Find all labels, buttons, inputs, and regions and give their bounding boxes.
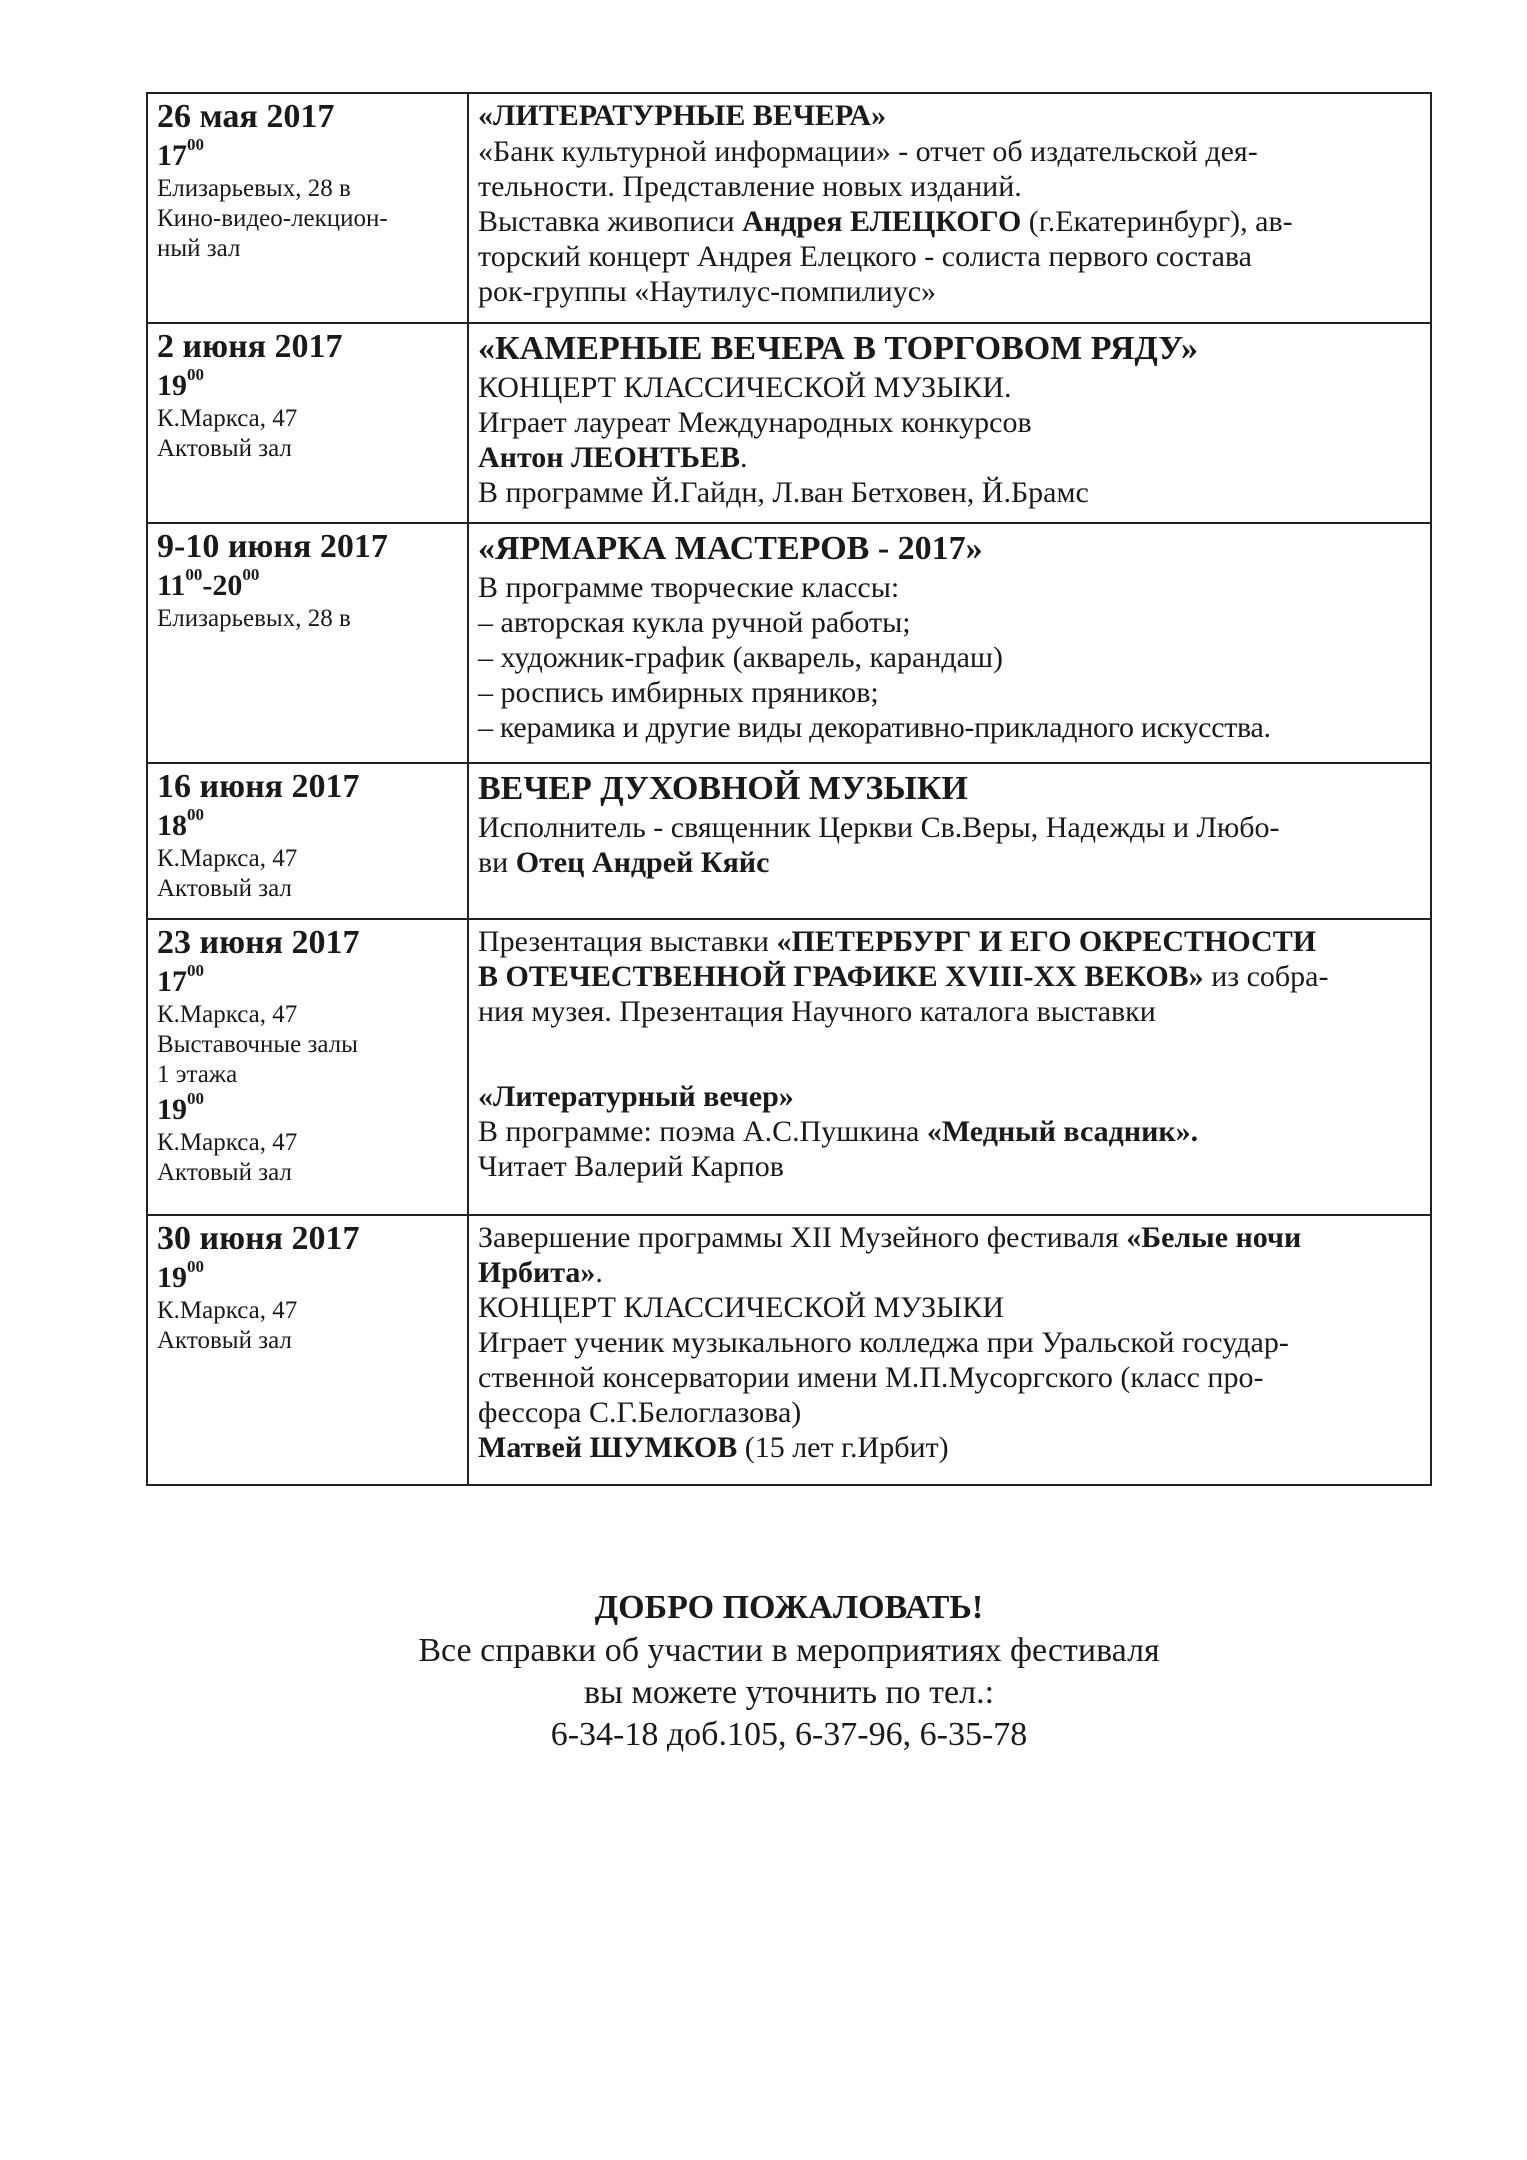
event-time: $19^{00}$ — [157, 1089, 204, 1126]
event-text: Презентация выставки «ПЕТЕРБУРГ И ЕГО ОКРЕСТНОСТИ — [478, 925, 1317, 958]
event-when-cell — [147, 323, 468, 523]
event-text: «Банк культурной информации» - отчет об издательской дея- — [478, 135, 1258, 168]
footer-text: вы можете уточнить по тел.: — [583, 1674, 995, 1711]
artist-name: Андрея ЕЛЕЦКОГО — [742, 205, 1022, 238]
event-text: В ОТЕЧЕСТВЕННОЙ ГРАФИКЕ XVIII-XX ВЕКОВ» из собра- — [478, 960, 1329, 993]
event-place: Кино-видео-лекцион- — [157, 205, 388, 232]
work-title: «Медный всадник». — [926, 1115, 1199, 1148]
event-date: 23 июня 2017 — [157, 924, 360, 961]
event-row — [147, 93, 1431, 323]
event-subtitle: КОНЦЕРТ КЛАССИЧЕСКОЙ МУЗЫКИ — [478, 1291, 1004, 1324]
event-text: Завершение программы XII Музейного фестиваля «Белые ночи — [478, 1221, 1302, 1254]
event-place: Актовый зал — [157, 1159, 292, 1186]
list-item: – художник-график (акварель, карандаш) — [478, 641, 1003, 674]
event-description-cell — [468, 323, 1431, 523]
event-time: $19^{00}$ — [157, 1257, 204, 1294]
event-description-cell — [468, 1215, 1431, 1485]
list-item: – роспись имбирных пряников; — [478, 676, 879, 709]
footer-contacts — [146, 1586, 1432, 1756]
event-description-cell — [468, 763, 1431, 919]
event-place: К.Маркса, 47 — [157, 405, 298, 432]
event-text: В программе творческие классы: — [478, 571, 900, 604]
event-place: К.Маркса, 47 — [157, 1129, 298, 1156]
exhibition-title: В ОТЕЧЕСТВЕННОЙ ГРАФИКЕ XVIII-XX ВЕКОВ» — [478, 960, 1204, 993]
event-title: ВЕЧЕР ДУХОВНОЙ МУЗЫКИ — [478, 770, 968, 807]
event-place: К.Маркса, 47 — [157, 1001, 298, 1028]
event-text: Исполнитель - священник Церкви Св.Веры, Надежды и Любо- — [478, 811, 1280, 844]
event-place: Елизарьевых, 28 в — [157, 175, 351, 202]
event-subtitle: КОНЦЕРТ КЛАССИЧЕСКОЙ МУЗЫКИ. — [478, 371, 1012, 404]
event-row — [147, 763, 1431, 919]
event-text: Антон ЛЕОНТЬЕВ. — [478, 441, 748, 474]
event-row — [147, 323, 1431, 523]
event-place: Актовый зал — [157, 435, 292, 462]
welcome-heading: ДОБРО ПОЖАЛОВАТЬ! — [594, 1589, 984, 1626]
program-table — [146, 92, 1432, 1486]
event-description-cell — [468, 523, 1431, 763]
event-title: «КАМЕРНЫЕ ВЕЧЕРА В ТОРГОВОМ РЯДУ» — [478, 330, 1199, 367]
event-text: Играет лауреат Международных конкурсов — [478, 406, 1032, 439]
event-time: $11^{00}-20^{00}$ — [157, 565, 260, 602]
event-text: рок-группы «Наутилус-помпилиус» — [478, 275, 937, 308]
event-text: ственной консерватории имени М.П.Мусоргского (класс про- — [478, 1361, 1264, 1394]
event-text: тельности. Представление новых изданий. — [478, 170, 1022, 203]
event-place: Актовый зал — [157, 875, 292, 902]
event-date: 2 июня 2017 — [157, 328, 343, 365]
event-row — [147, 523, 1431, 763]
event-date: 26 мая 2017 — [157, 98, 335, 135]
list-item: – керамика и другие виды декоративно-прикладного искусства. — [478, 711, 1271, 744]
event-text: Матвей ШУМКОВ (15 лет г.Ирбит) — [478, 1431, 949, 1464]
event-place: Актовый зал — [157, 1327, 292, 1354]
event-row — [147, 1215, 1431, 1485]
event-place: Елизарьевых, 28 в — [157, 605, 351, 632]
event-time: $17^{00}$ — [157, 961, 204, 998]
event-text: Читает Валерий Карпов — [478, 1150, 784, 1183]
event-text: Выставка живописи Андрея ЕЛЕЦКОГО (г.Екатеринбург), ав- — [478, 205, 1293, 238]
festival-title: Ирбита» — [478, 1256, 596, 1289]
event-when-cell — [147, 763, 468, 919]
event-when-cell — [147, 919, 468, 1215]
event-time: $19^{00}$ — [157, 365, 204, 402]
event-date: 16 июня 2017 — [157, 768, 360, 805]
event-subtitle: «Литературный вечер» — [478, 1080, 794, 1113]
event-text: Ирбита». — [478, 1256, 603, 1289]
event-description-cell — [468, 93, 1431, 323]
event-description-cell — [468, 919, 1431, 1215]
event-text: ви Отец Андрей Кяйс — [478, 846, 770, 879]
performer-name: Антон ЛЕОНТЬЕВ — [478, 441, 740, 474]
event-row — [147, 919, 1431, 1215]
event-title: «ЛИТЕРАТУРНЫЕ ВЕЧЕРА» — [478, 99, 887, 132]
event-time: $18^{00}$ — [157, 805, 204, 842]
footer-text: Все справки об участии в мероприятиях фестиваля — [418, 1632, 1160, 1669]
event-place: ный зал — [157, 235, 241, 262]
event-date: 30 июня 2017 — [157, 1220, 360, 1257]
event-text: В программе Й.Гайдн, Л.ван Бетховен, Й.Брамс — [478, 476, 1089, 509]
event-text: ния музея. Презентация Научного каталога выставки — [478, 995, 1156, 1028]
event-place: К.Маркса, 47 — [157, 845, 298, 872]
event-place: 1 этажа — [157, 1061, 238, 1088]
event-when-cell — [147, 1215, 468, 1485]
exhibition-title: «ПЕТЕРБУРГ И ЕГО ОКРЕСТНОСТИ — [776, 925, 1317, 958]
event-when-cell — [147, 93, 468, 323]
event-when-cell — [147, 523, 468, 763]
list-item: – авторская кукла ручной работы; — [478, 606, 911, 639]
festival-title: «Белые ночи — [1126, 1221, 1302, 1254]
event-place: Выставочные залы — [157, 1031, 358, 1058]
event-place: К.Маркса, 47 — [157, 1297, 298, 1324]
event-title: «ЯРМАРКА МАСТЕРОВ - 2017» — [478, 530, 983, 567]
event-text: Играет ученик музыкального колледжа при Уральской государ- — [478, 1326, 1289, 1359]
phone-numbers: 6-34-18 доб.105, 6-37-96, 6-35-78 — [550, 1716, 1028, 1753]
event-text: фессора С.Г.Белоглазова) — [478, 1396, 802, 1429]
performer-name: Отец Андрей Кяйс — [515, 846, 770, 879]
event-date: 9-10 июня 2017 — [157, 528, 388, 565]
performer-name: Матвей ШУМКОВ — [478, 1431, 738, 1464]
event-time: $17^{00}$ — [157, 135, 204, 172]
event-text: В программе: поэма А.С.Пушкина «Медный всадник». — [478, 1115, 1199, 1148]
event-text: торский концерт Андрея Елецкого - солиста первого состава — [478, 240, 1252, 273]
